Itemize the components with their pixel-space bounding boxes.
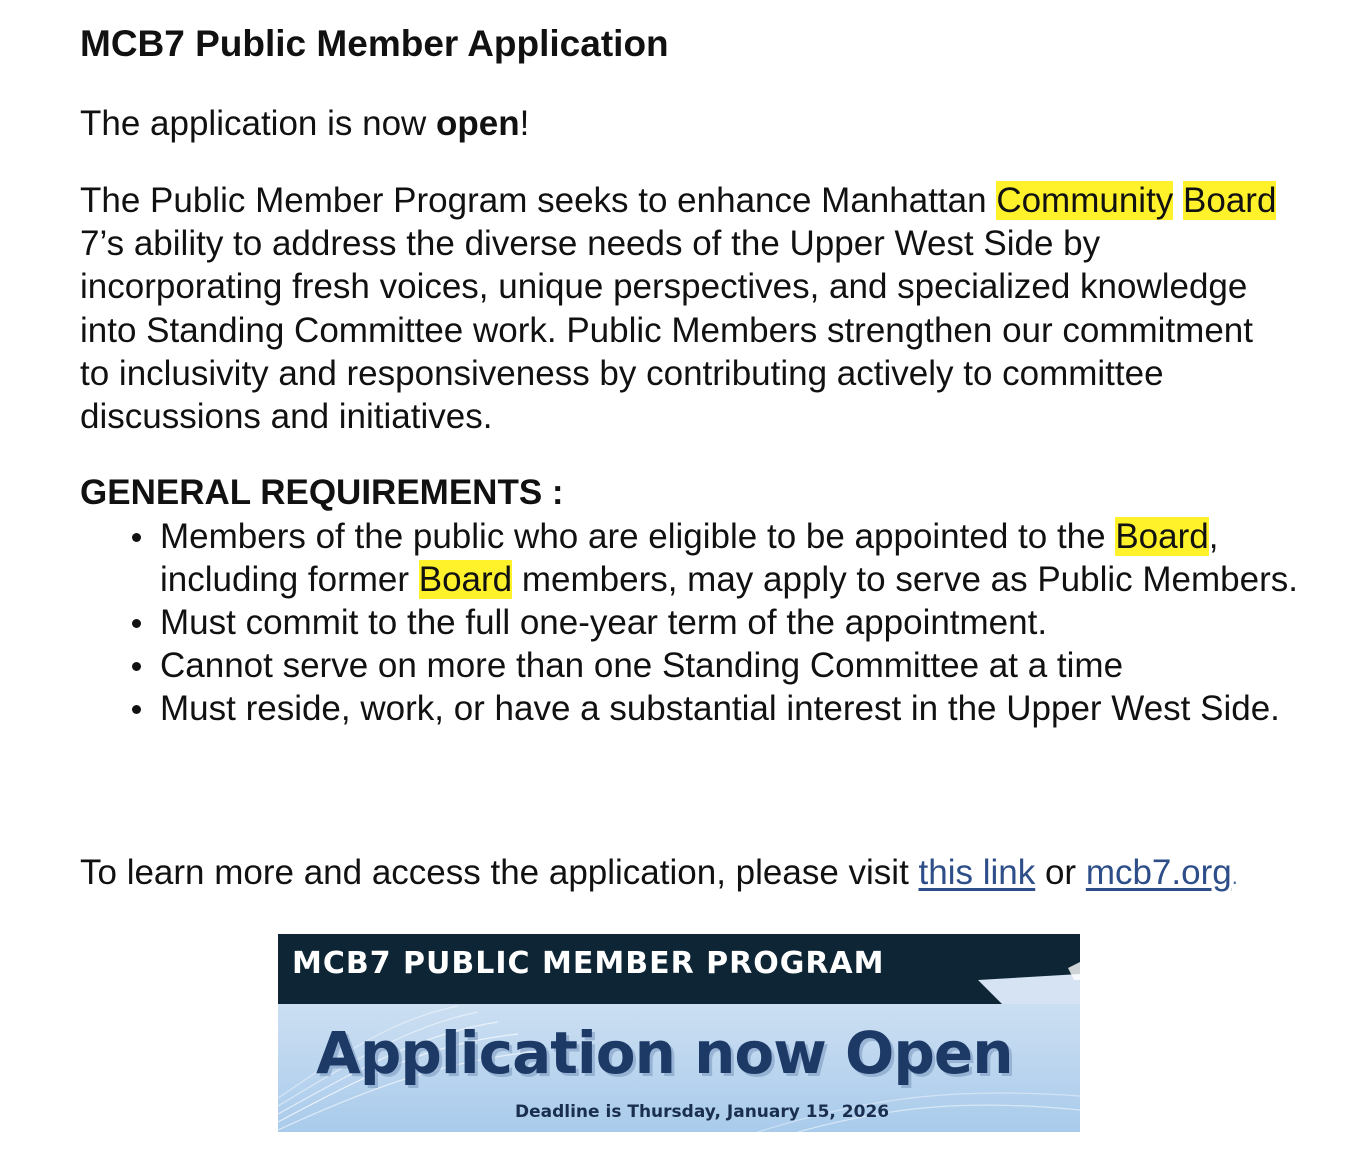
learn-more-suffix: . (1231, 864, 1238, 889)
highlight-board: Board (418, 560, 513, 599)
highlight-board: Board (1115, 517, 1209, 556)
program-banner-image (278, 934, 1080, 1132)
learn-more-or: or (1035, 853, 1086, 892)
open-notice-prefix: The application is now (80, 104, 437, 143)
page-title: MCB7 Public Member Application (80, 23, 669, 64)
intro-paragraph (80, 179, 1280, 438)
intro-text-end: 7’s ability to address the diverse needs of the Upper West Side by incorporating fresh voices, unique perspectives, and specialized knowledge into Standing Committee work. Public Members strengthen our commitment to inclusivity and responsiveness by contributing actively to committee discussions and initiatives. (80, 224, 1253, 437)
requirement-1-text-c: members, may apply to serve as Public Members. (512, 560, 1298, 599)
banner-deadline: Deadline is Thursday, January 15, 2026 (515, 1102, 890, 1122)
intro-text-start: The Public Member Program seeks to enhance Manhattan (80, 181, 997, 220)
open-notice (80, 101, 529, 147)
mcb7-website-link[interactable]: mcb7.org (1085, 853, 1232, 892)
requirement-item-term: Must commit to the full one-year term of the appointment. (160, 601, 1300, 644)
open-notice-suffix: ! (519, 104, 530, 143)
requirements-list (80, 515, 1300, 730)
open-notice-emphasis: open (436, 104, 520, 143)
banner-headline: Application now Open (316, 1019, 1013, 1087)
requirements-heading: GENERAL REQUIREMENTS : (80, 473, 564, 512)
requirement-1-text-b: , including former (160, 517, 1219, 599)
requirement-item-one-committee: Cannot serve on more than one Standing Committee at a time (160, 644, 1300, 687)
this-link[interactable]: this link (918, 853, 1036, 892)
intro-space (1173, 181, 1183, 220)
learn-more-paragraph (80, 851, 1238, 899)
highlight-board: Board (1183, 181, 1277, 220)
learn-more-prefix: To learn more and access the application, please visit (80, 853, 919, 892)
banner-program-title: MCB7 PUBLIC MEMBER PROGRAM (292, 946, 885, 981)
requirement-item-eligibility (160, 515, 1300, 601)
requirement-item-residence: Must reside, work, or have a substantial interest in the Upper West Side. (160, 687, 1300, 730)
requirement-1-text-a: Members of the public who are eligible to be appointed to the (160, 517, 1116, 556)
highlight-community: Community (996, 181, 1174, 220)
